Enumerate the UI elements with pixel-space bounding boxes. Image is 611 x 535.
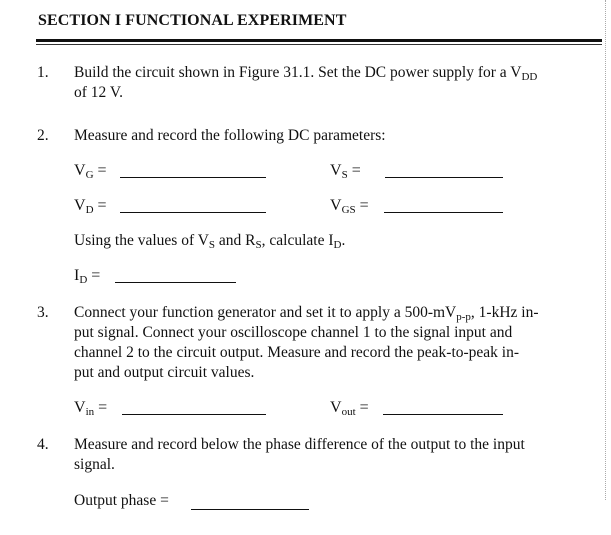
output-phase-label: Output phase =: [74, 492, 169, 509]
field-vs-label: $V_S$ =: [330, 162, 361, 181]
step-2-line-1: Measure and record the following DC parameters:: [74, 127, 386, 144]
step-3-line-2: put signal. Connect your oscilloscope channel 1 to the signal input and: [74, 324, 513, 341]
field-vout-label: $V_{out}$ =: [330, 399, 369, 418]
field-vin-blank[interactable]: [122, 414, 266, 415]
title-rule-thin: [36, 44, 602, 45]
field-vd-blank[interactable]: [120, 212, 266, 213]
step-2-number: 2.: [37, 127, 49, 144]
step-4-line-2: signal.: [74, 456, 115, 473]
field-vg-blank[interactable]: [120, 177, 266, 178]
step-3-line-3: channel 2 to the circuit output. Measure and record the peak-to-peak in-: [74, 344, 520, 361]
step-1-number: 1.: [37, 64, 49, 81]
step-2-note: Using the values of $V_S$ and $R_S$, calculate $I_D$.: [74, 232, 346, 251]
step-3-number: 3.: [37, 304, 49, 321]
field-id-blank[interactable]: [115, 282, 236, 283]
field-vgs-label: $V_{GS}$ =: [330, 197, 369, 216]
step-3-line-4: put and output circuit values.: [74, 364, 255, 381]
field-vd-label: $V_D$ =: [74, 197, 107, 216]
step-3-line-1: Connect your function generator and set it to apply a $500-mV_{p-p}$, 1-kHz in-: [74, 304, 539, 323]
field-id-label: $I_D$ =: [74, 267, 101, 286]
step-4-line-1: Measure and record below the phase difference of the output to the input: [74, 436, 525, 453]
step-4-number: 4.: [37, 436, 49, 453]
title-rule-thick: [36, 39, 602, 42]
field-vg-label: $V_G$ =: [74, 162, 107, 181]
step-1-line-2: of 12 V.: [74, 84, 123, 101]
output-phase-blank[interactable]: [191, 509, 309, 510]
step-1-line-1: Build the circuit shown in Figure 31.1. Set the DC power supply for a $V_{DD}$: [74, 64, 538, 83]
section-title: SECTION I FUNCTIONAL EXPERIMENT: [38, 12, 347, 29]
field-vout-blank[interactable]: [383, 414, 503, 415]
field-vs-blank[interactable]: [385, 177, 503, 178]
field-vin-label: $V_{in}$ =: [74, 399, 108, 418]
page-edge-dots: [605, 0, 606, 500]
field-vgs-blank[interactable]: [384, 212, 503, 213]
